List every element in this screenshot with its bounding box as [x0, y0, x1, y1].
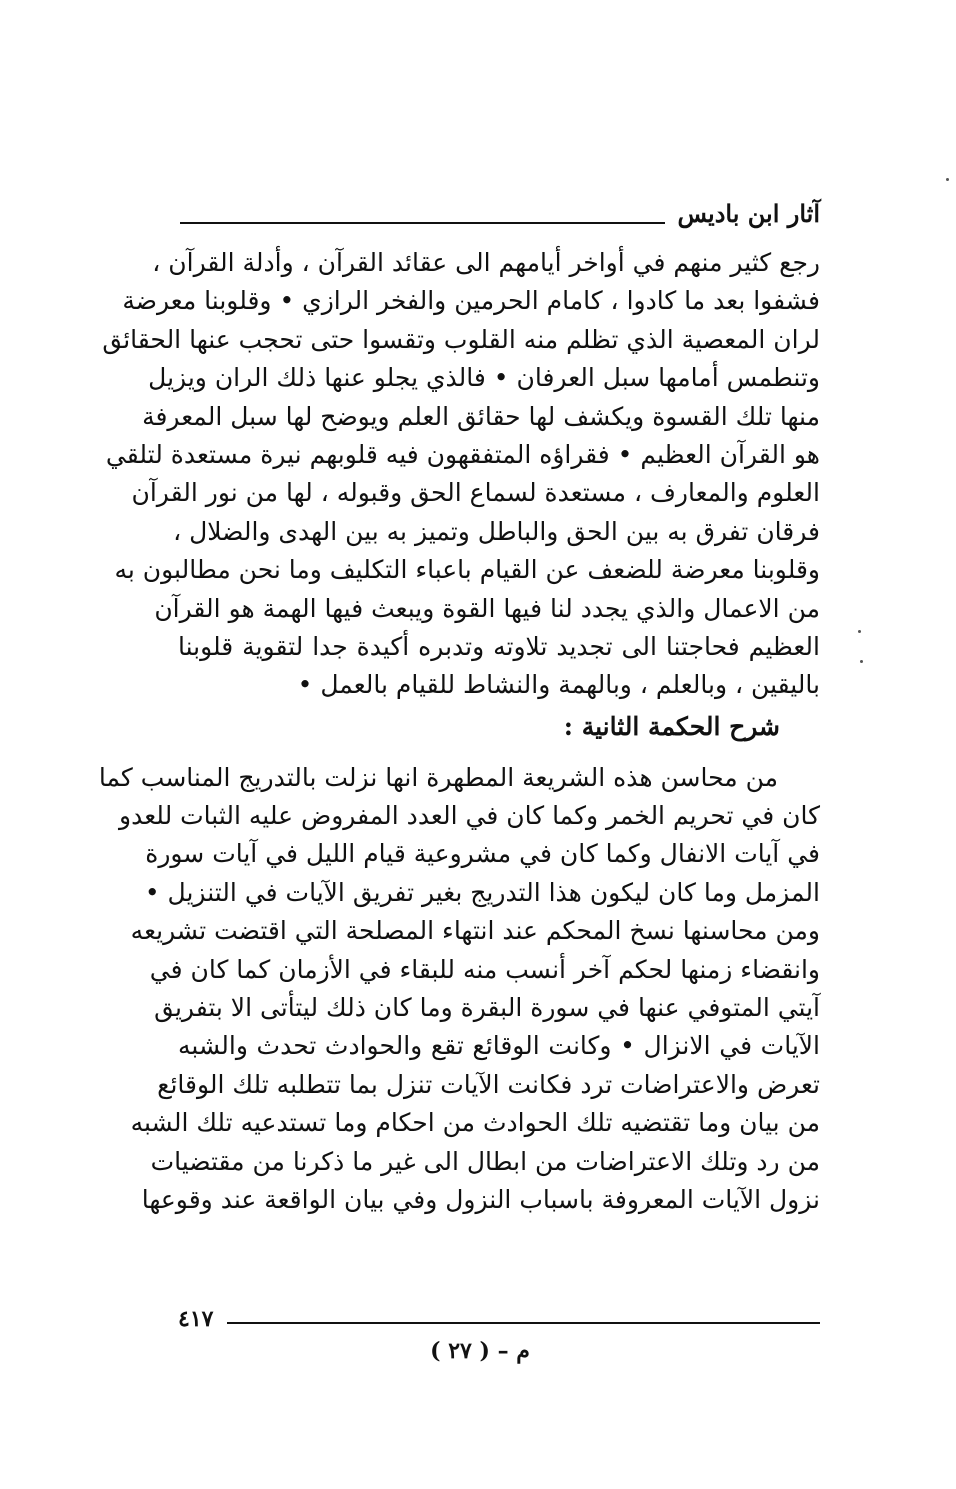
text-line: وانقضاء زمنها لحكم آخر أنسب منه للبقاء في الأزمان كما كان في: [149, 954, 820, 984]
text-line: ومن محاسنها نسخ المحكم عند انتهاء المصلحة التي اقتضت تشريعه: [130, 916, 820, 946]
paragraph-2: [98, 759, 820, 1220]
text-line: تعرض والاعتراضات ترد فكانت الآيات تنزل بما تتطلبه تلك الوقائع: [157, 1069, 820, 1099]
text-line: آيتي المتوفي عنها في سورة البقرة وما كان ذلك ليتأتى الا بتفريق: [154, 993, 820, 1023]
text-line: هو القرآن العظيم • فقراؤه المتفقهون فيه قلوبهم نيرة مستعدة لتلقي: [105, 439, 820, 469]
margin-speck: [858, 630, 861, 633]
text-line: وقلوبنا معرضة للضعف عن القيام باعباء التكليف وما نحن مطالبون به: [114, 555, 820, 585]
section-heading: شرح الحكمة الثانية :: [563, 711, 780, 741]
text-line: من محاسن هذه الشريعة المطهرة انها نزلت بالتدريج المناسب كما: [98, 762, 778, 792]
text-line: من بيان وما تقتضيه تلك الحوادث من احكام وما تستدعيه تلك الشبه: [130, 1108, 820, 1138]
text-line: لران المعصية الذي تظلم منه القلوب وتقسوا حتى تحجب عنها الحقائق: [102, 324, 820, 354]
text-line: فرقان تفرق به بين الحق والباطل وتميز به بين الهدى والضلال ،: [173, 516, 820, 546]
text-line: كان في تحريم الخمر وكما كان في العدد المفروض عليه الثبات للعدو: [119, 801, 820, 831]
footer-rule: [227, 1322, 820, 1324]
margin-speck: [860, 660, 863, 663]
printer-signature: م – ( ٢٧ ): [430, 1338, 530, 1364]
text-line: باليقين ، وبالعلم ، وبالهمة والنشاط للقيام بالعمل •: [297, 670, 820, 700]
text-line: في آيات الانفال وكما كان في مشروعية قيام الليل في آيات سورة: [145, 839, 820, 869]
header-rule: [180, 222, 665, 224]
text-line: وتنطمس أمامها سبل العرفان • فالذي يجلو عنها ذلك الران ويزيل: [148, 363, 820, 393]
text-line: رجع كثير منهم في أواخر أيامهم الى عقائد القرآن ، وأدلة القرآن ،: [152, 248, 820, 277]
running-header: [180, 192, 820, 232]
text-line: المزمل وما كان ليكون هذا التدريج بغير تفريق الآيات في التنزيل •: [144, 877, 820, 907]
paragraph-1: [102, 244, 820, 705]
page-footer: [178, 1298, 820, 1334]
book-title: آثار ابن باديس: [677, 199, 820, 228]
text-line: الآيات في الانزال • وكانت الوقائع تقع والحوادث تحدث والشبه: [178, 1031, 820, 1061]
text-line: العظيم فحاجتنا الى تجديد تلاوته وتدبره أكيدة جدا لتقوية قلوبنا: [178, 631, 820, 661]
text-line: نزول الآيات المعروفة باسباب النزول وفي بيان الواقعة عند وقوعها: [141, 1184, 820, 1214]
text-line: منها تلك القسوة ويكشف لها حقائق العلم ويوضح لها سبل المعرفة: [142, 401, 820, 431]
margin-speck: [946, 178, 949, 181]
page-number: ٤١٧: [178, 1306, 214, 1332]
body-text: [98, 244, 820, 1219]
text-line: من رد وتلك الاعتراضات من ابطال الى غير ما ذكرنا من مقتضيات: [150, 1146, 820, 1176]
text-line: فشفوا بعد ما كادوا ، كامام الحرمين والفخر الرازي • وقلوبنا معرضة: [122, 286, 820, 316]
text-line: من الاعمال والذي يجدد لنا فيها القوة ويبعث فيها الهمة هو القرآن: [154, 593, 820, 623]
text-line: العلوم والمعارف ، مستعدة لسماع الحق وقبوله ، لها من نور القرآن: [131, 478, 820, 508]
